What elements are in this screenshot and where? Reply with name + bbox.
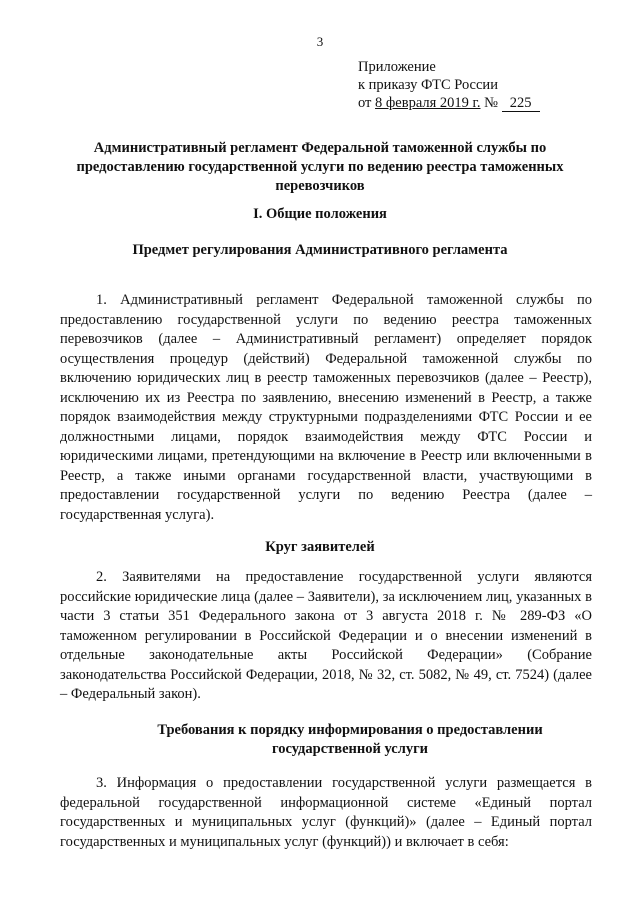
subsection-heading-applicants: Круг заявителей <box>265 539 375 555</box>
paragraph-1: 1. Административный регламент Федеральной таможенной службы по предоставлению государственной услуги по ведению реестра таможенных перевозчиков (далее – Административный регламент) определяет порядок осуществления процедур (действий) Федеральной таможенной службы по включению юридических лиц в реестр таможенных перевозчиков (далее – Реестр), исключению их из Реестра по заявлению, внесению изменений в Реестр, а также порядок взаимодействия между структурными подразделениями ФТС России и ее должностными лицами, порядок взаимодействия между ФТС России и юридическими лицами, претендующими на включение в Реестр или включенными в Реестр, а также иными органами государственной власти, участвующими в предоставлении государственной услуги по ведению Реестра (далее – государственная услуга). <box>60 292 592 523</box>
paragraph-2: 2. Заявителями на предоставление государственной услуги являются российские юридические лица (далее – Заявители), за исключением лиц, указанных в части 3 статьи 351 Федерального закона от 3 августа 2018 г. № 289-ФЗ «О таможенном регулировании в Российской Федерации и о внесении изменений в отдельные законодательные акты Российской Федерации» (Собрание законодательства Российской Федерации, 2018, № 32, ст. 5082, № 49, ст. 7524) (далее – Федеральный закон). <box>60 569 592 702</box>
appendix-date: 8 февраля 2019 г. <box>375 95 481 111</box>
appendix-date-line <box>358 94 540 112</box>
appendix-date-prefix: от <box>358 95 376 111</box>
appendix-order-ref: к приказу ФТС России <box>358 77 498 93</box>
appendix-block <box>358 58 540 112</box>
appendix-number: 225 <box>502 96 540 112</box>
subsection-heading-subject: Предмет регулирования Административного регламента <box>132 242 508 258</box>
paragraph-3: 3. Информация о предоставлении государственной услуги размещается в федеральной государственной информационной системе «Единый портал государственных и муниципальных услуг (функций)» (далее – Единый портал государственных и муниципальных услуг (функций)) и включает в себя: <box>60 775 592 850</box>
page-number: 3 <box>316 34 324 49</box>
section-heading-general: I. Общие положения <box>253 206 387 222</box>
subsection-heading-information: Требования к порядку информирования о предоставлении государственной услуги <box>157 722 543 757</box>
document-title: Административный регламент Федеральной таможенной службы по предоставлению государственной услуги по ведению реестра таможенных перевозчиков <box>76 140 564 194</box>
appendix-label: Приложение <box>358 59 436 75</box>
appendix-number-label: № <box>480 95 502 111</box>
